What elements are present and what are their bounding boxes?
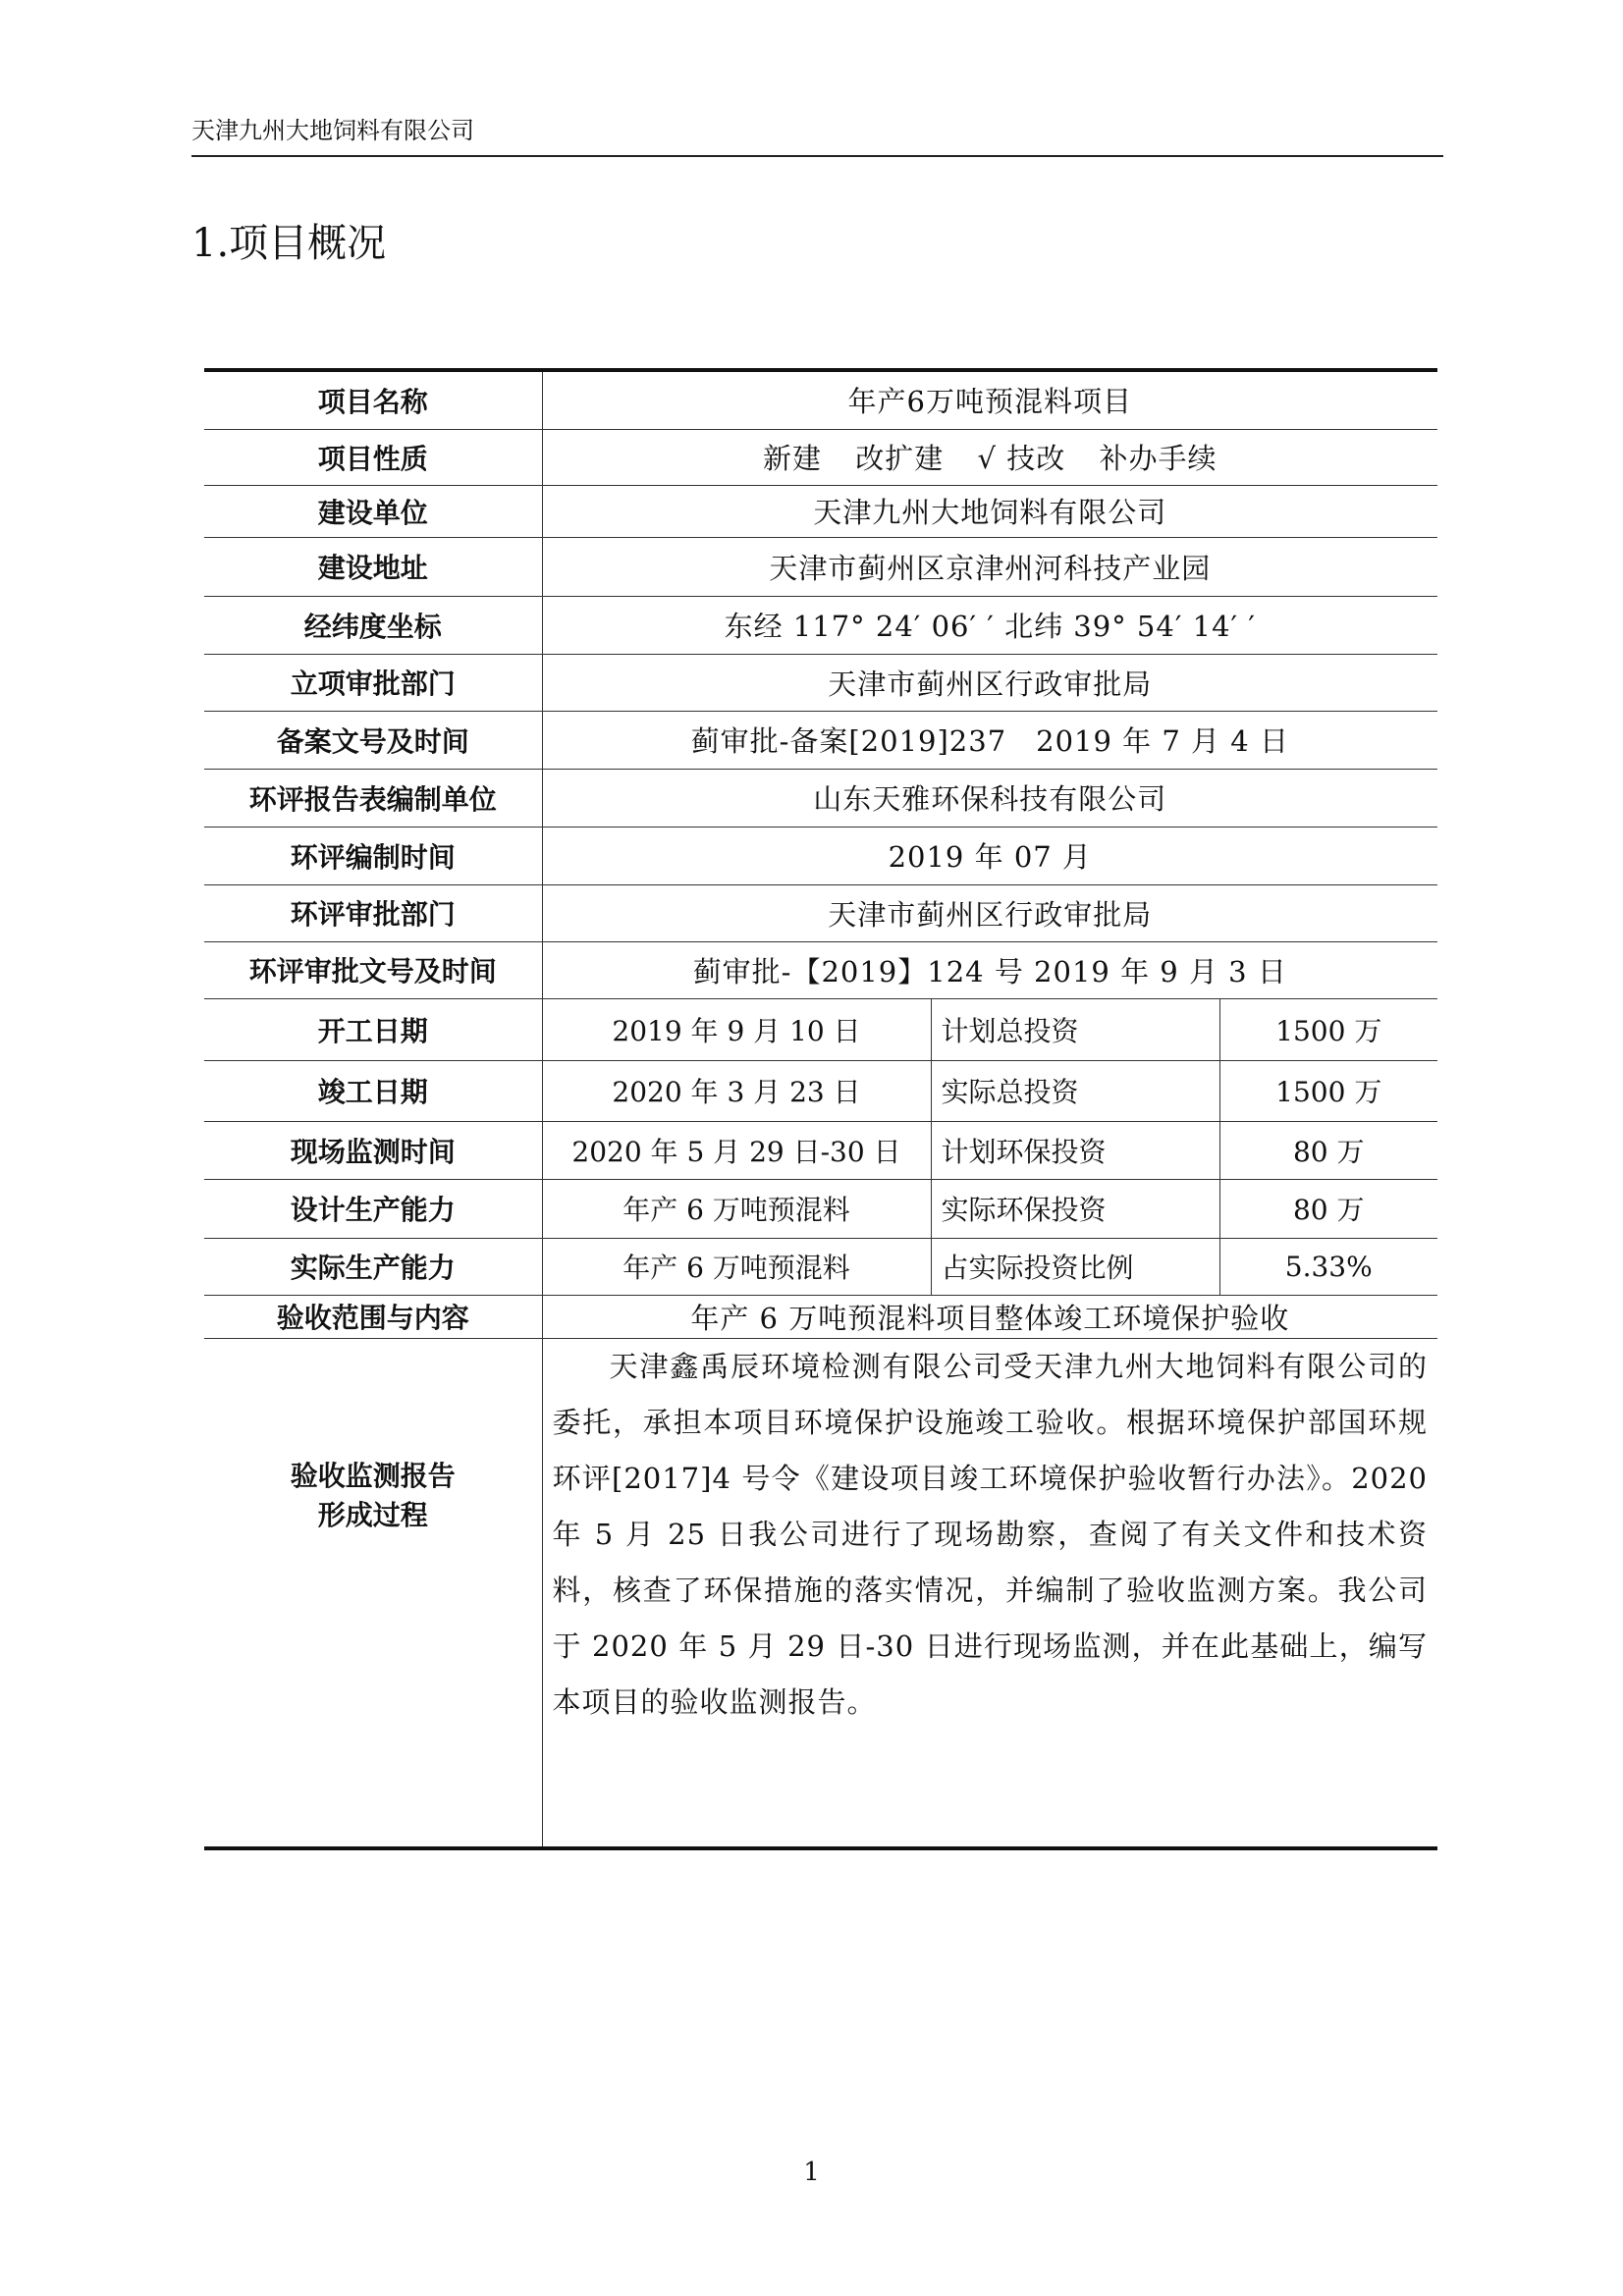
investment-value: 1500 万 <box>1219 998 1437 1060</box>
investment-label: 计划环保投资 <box>931 1121 1219 1179</box>
report-process-label-line2: 形成过程 <box>317 1498 428 1531</box>
table-row <box>204 884 1437 941</box>
row-label: 环评编制时间 <box>204 827 542 884</box>
investment-label: 实际总投资 <box>931 1060 1219 1121</box>
option-supplementary: 补办手续 <box>1099 442 1217 475</box>
row-value: 天津市蓟州区京津州河科技产业园 <box>542 537 1437 596</box>
report-process-paragraph: 天津鑫禹辰环境检测有限公司受天津九州大地饲料有限公司的委托，承担本项目环境保护设施竣工验收。根据环境保护部国环规环评[2017]4 号令《建设项目竣工环境保护验收暂行办法》。2020 年 5 月 25 日我公司进行了现场勘察，查阅了有关文件和技术资料，核查了环保措施的落实情况，并编制了验收监测方案。我公司于 2020 年 5 月 29 日-30 日进行现场监测，并在此基础上，编写本项目的验收监测报告。 <box>552 1349 1429 1719</box>
option-expansion: 改扩建 <box>855 442 945 475</box>
row-value: 2020 年 5 月 29 日-30 日 <box>542 1121 931 1179</box>
table-row <box>204 1338 1437 1848</box>
report-process-label-line1: 验收监测报告 <box>290 1459 456 1492</box>
project-nature-options <box>542 429 1437 485</box>
row-label: 备案文号及时间 <box>204 711 542 769</box>
table-row <box>204 1121 1437 1179</box>
investment-value: 80 万 <box>1219 1121 1437 1179</box>
row-label: 竣工日期 <box>204 1060 542 1121</box>
section-heading: 1.项目概况 <box>191 221 387 266</box>
table-row <box>204 1060 1437 1121</box>
option-tech-upgrade: √ 技改 <box>977 442 1066 475</box>
company-name: 天津九州大地饲料有限公司 <box>191 117 474 144</box>
row-value: 天津九州大地饲料有限公司 <box>542 485 1437 537</box>
row-value: 蓟审批-备案[2019]237 2019 年 7 月 4 日 <box>542 711 1437 769</box>
row-label: 环评审批部门 <box>204 884 542 941</box>
report-process-text <box>542 1338 1437 1848</box>
row-value: 年产 6 万吨预混料项目整体竣工环境保护验收 <box>542 1295 1437 1338</box>
row-value: 年产6万吨预混料项目 <box>542 370 1437 429</box>
investment-value: 80 万 <box>1219 1179 1437 1238</box>
investment-label: 占实际投资比例 <box>931 1238 1219 1295</box>
report-process-label <box>204 1338 542 1848</box>
page-number: 1 <box>803 2158 820 2187</box>
table-row <box>204 1179 1437 1238</box>
table-row <box>204 537 1437 596</box>
page-header <box>191 116 1443 157</box>
option-new: 新建 <box>763 442 823 475</box>
row-label: 项目名称 <box>204 370 542 429</box>
row-value: 2020 年 3 月 23 日 <box>542 1060 931 1121</box>
table-row <box>204 769 1437 827</box>
row-value: 年产 6 万吨预混料 <box>542 1238 931 1295</box>
row-value: 天津市蓟州区行政审批局 <box>542 884 1437 941</box>
row-label: 实际生产能力 <box>204 1238 542 1295</box>
investment-value: 1500 万 <box>1219 1060 1437 1121</box>
row-label: 项目性质 <box>204 429 542 485</box>
row-value: 东经 117° 24′ 06′ ′ 北纬 39° 54′ 14′ ′ <box>542 596 1437 654</box>
investment-value: 5.33% <box>1219 1238 1437 1295</box>
table-row <box>204 429 1437 485</box>
table-row <box>204 1238 1437 1295</box>
row-value: 天津市蓟州区行政审批局 <box>542 654 1437 711</box>
row-value: 山东天雅环保科技有限公司 <box>542 769 1437 827</box>
table-row <box>204 827 1437 884</box>
table-row <box>204 370 1437 429</box>
project-overview-table <box>204 368 1437 1850</box>
row-label: 环评报告表编制单位 <box>204 769 542 827</box>
row-value: 年产 6 万吨预混料 <box>542 1179 931 1238</box>
table-row <box>204 1295 1437 1338</box>
row-value: 蓟审批-【2019】124 号 2019 年 9 月 3 日 <box>542 941 1437 998</box>
table-row <box>204 711 1437 769</box>
row-value: 2019 年 07 月 <box>542 827 1437 884</box>
row-label: 建设单位 <box>204 485 542 537</box>
row-label: 开工日期 <box>204 998 542 1060</box>
table-row <box>204 998 1437 1060</box>
investment-label: 实际环保投资 <box>931 1179 1219 1238</box>
table-row <box>204 654 1437 711</box>
row-label: 环评审批文号及时间 <box>204 941 542 998</box>
row-label: 建设地址 <box>204 537 542 596</box>
table-row <box>204 485 1437 537</box>
row-label: 立项审批部门 <box>204 654 542 711</box>
row-label: 经纬度坐标 <box>204 596 542 654</box>
investment-label: 计划总投资 <box>931 998 1219 1060</box>
row-label: 验收范围与内容 <box>204 1295 542 1338</box>
row-label: 现场监测时间 <box>204 1121 542 1179</box>
table-row <box>204 941 1437 998</box>
row-value: 2019 年 9 月 10 日 <box>542 998 931 1060</box>
row-label: 设计生产能力 <box>204 1179 542 1238</box>
table-row <box>204 596 1437 654</box>
